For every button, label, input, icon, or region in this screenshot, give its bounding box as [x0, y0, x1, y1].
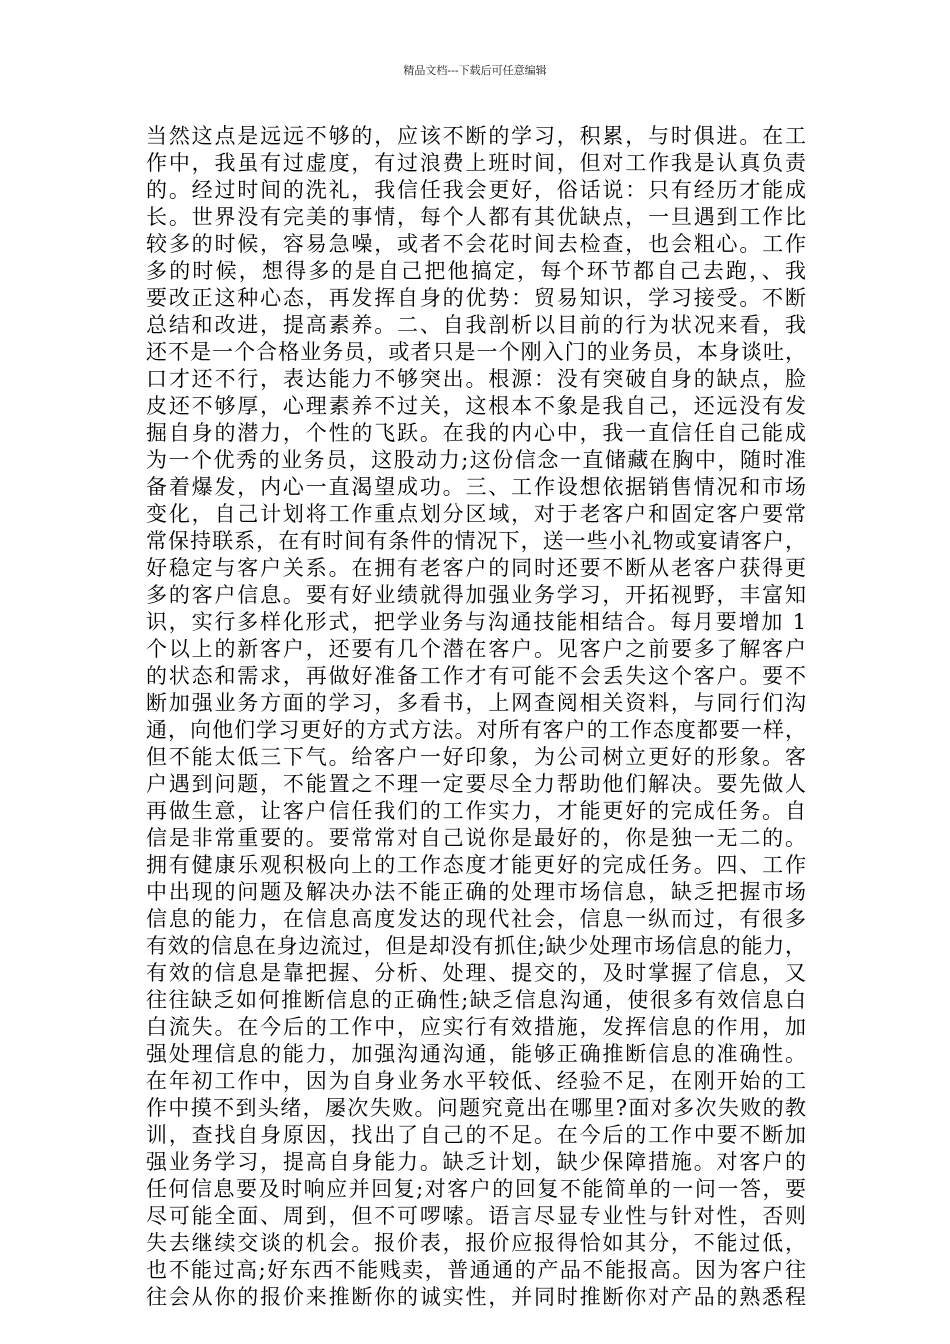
text-line: 有效的信息是靠把握、分析、处理、提交的，及时掌握了信息，又 [146, 961, 806, 985]
text-line: 失去继续交谈的机会。报价表，报价应报得恰如其分，不能过低， [146, 1231, 806, 1255]
text-line: 训，查找自身原因，找出了自己的不足。在今后的工作中要不断加 [146, 1123, 806, 1147]
text-line: 较多的时候，容易急噪，或者不会花时间去检查，也会粗心。工作 [146, 232, 806, 256]
text-line: 往会从你的报价来推断你的诚实性，并同时推断你对产品的熟悉程 [146, 1285, 806, 1309]
text-line: 当然这点是远远不够的，应该不断的学习，积累，与时俱进。在工 [146, 124, 806, 148]
text-line: 尽可能全面、周到，但不可啰嗦。语言尽显专业性与针对性，否则 [146, 1204, 806, 1228]
text-line: 再做生意，让客户信任我们的工作实力，才能更好的完成任务。自 [146, 799, 806, 823]
text-line: 多的客户信息。要有好业绩就得加强业务学习，开拓视野，丰富知 [146, 583, 806, 607]
text-line: 还不是一个合格业务员，或者只是一个刚入门的业务员，本身谈吐， [146, 340, 806, 364]
text-line: 信是非常重要的。要常常对自己说你是最好的，你是独一无二的。 [146, 826, 806, 850]
document-body [146, 123, 806, 1311]
text-line: 往往缺乏如何推断信息的正确性;缺乏信息沟通，使很多有效信息白 [146, 988, 806, 1012]
text-line: 长。世界没有完美的事情，每个人都有其优缺点，一旦遇到工作比 [146, 205, 806, 229]
text-line: 口才还不行，表达能力不够突出。根源：没有突破自身的缺点，脸 [146, 367, 806, 391]
text-line: 备着爆发，内心一直渴望成功。三、工作设想依据销售情况和市场 [146, 475, 806, 499]
text-line: 个以上的新客户，还要有几个潜在客户。见客户之前要多了解客户 [146, 637, 806, 661]
text-line: 为一个优秀的业务员，这股动力;这份信念一直储藏在胸中，随时准 [146, 448, 806, 472]
text-line: 拥有健康乐观积极向上的工作态度才能更好的完成任务。四、工作 [146, 853, 806, 877]
text-line: 总结和改进，提高素养。二、自我剖析以目前的行为状况来看，我 [146, 313, 806, 337]
text-line: 掘自身的潜力，个性的飞跃。在我的内心中，我一直信任自己能成 [146, 421, 806, 445]
text-line: 有效的信息在身边流过，但是却没有抓住;缺少处理市场信息的能力， [146, 934, 806, 958]
text-line: 皮还不够厚，心理素养不过关，这根本不象是我自己，还远没有发 [146, 394, 806, 418]
text-line: 作中，我虽有过虚度，有过浪费上班时间，但对工作我是认真负责 [146, 151, 806, 175]
text-line: 多的时候，想得多的是自己把他搞定，每个环节都自己去跑，、我 [146, 259, 806, 283]
text-line: 信息的能力，在信息高度发达的现代社会，信息一纵而过，有很多 [146, 907, 806, 931]
text-line: 断加强业务方面的学习，多看书，上网查阅相关资料，与同行们沟 [146, 691, 806, 715]
text-line: 在年初工作中，因为自身业务水平较低、经验不足，在刚开始的工 [146, 1069, 806, 1093]
text-line: 要改正这种心态，再发挥自身的优势：贸易知识，学习接受。不断 [146, 286, 806, 310]
text-line: 任何信息要及时响应并回复;对客户的回复不能简单的一问一答，要 [146, 1177, 806, 1201]
text-line: 中出现的问题及解决办法不能正确的处理市场信息，缺乏把握市场 [146, 880, 806, 904]
text-line: 的状态和需求，再做好准备工作才有可能不会丢失这个客户。要不 [146, 664, 806, 688]
text-line: 通，向他们学习更好的方式方法。对所有客户的工作态度都要一样， [146, 718, 806, 742]
text-line: 变化，自己计划将工作重点划分区域，对于老客户和固定客户要常 [146, 502, 806, 526]
page-header: 精品文档---下载后可任意编辑 [403, 64, 547, 77]
text-line: 户遇到问题，不能置之不理一定要尽全力帮助他们解决。要先做人 [146, 772, 806, 796]
text-line: 常保持联系，在有时间有条件的情况下，送一些小礼物或宴请客户， [146, 529, 806, 553]
text-line: 但不能太低三下气。给客户一好印象，为公司树立更好的形象。客 [146, 745, 806, 769]
text-line: 的。经过时间的洗礼，我信任我会更好，俗话说：只有经历才能成 [146, 178, 806, 202]
text-line: 白流失。在今后的工作中，应实行有效措施，发挥信息的作用，加 [146, 1015, 806, 1039]
text-line: 强处理信息的能力，加强沟通沟通，能够正确推断信息的准确性。 [146, 1042, 806, 1066]
text-line: 强业务学习，提高自身能力。缺乏计划，缺少保障措施。对客户的 [146, 1150, 806, 1174]
text-line: 识，实行多样化形式，把学业务与沟通技能相结合。每月要增加 1 [146, 610, 806, 634]
text-line: 也不能过高;好东西不能贱卖，普通通的产品不能报高。因为客户往 [146, 1258, 806, 1282]
text-line: 好稳定与客户关系。在拥有老客户的同时还要不断从老客户获得更 [146, 556, 806, 580]
text-line: 作中摸不到头绪，屡次失败。问题究竟出在哪里?面对多次失败的教 [146, 1096, 806, 1120]
